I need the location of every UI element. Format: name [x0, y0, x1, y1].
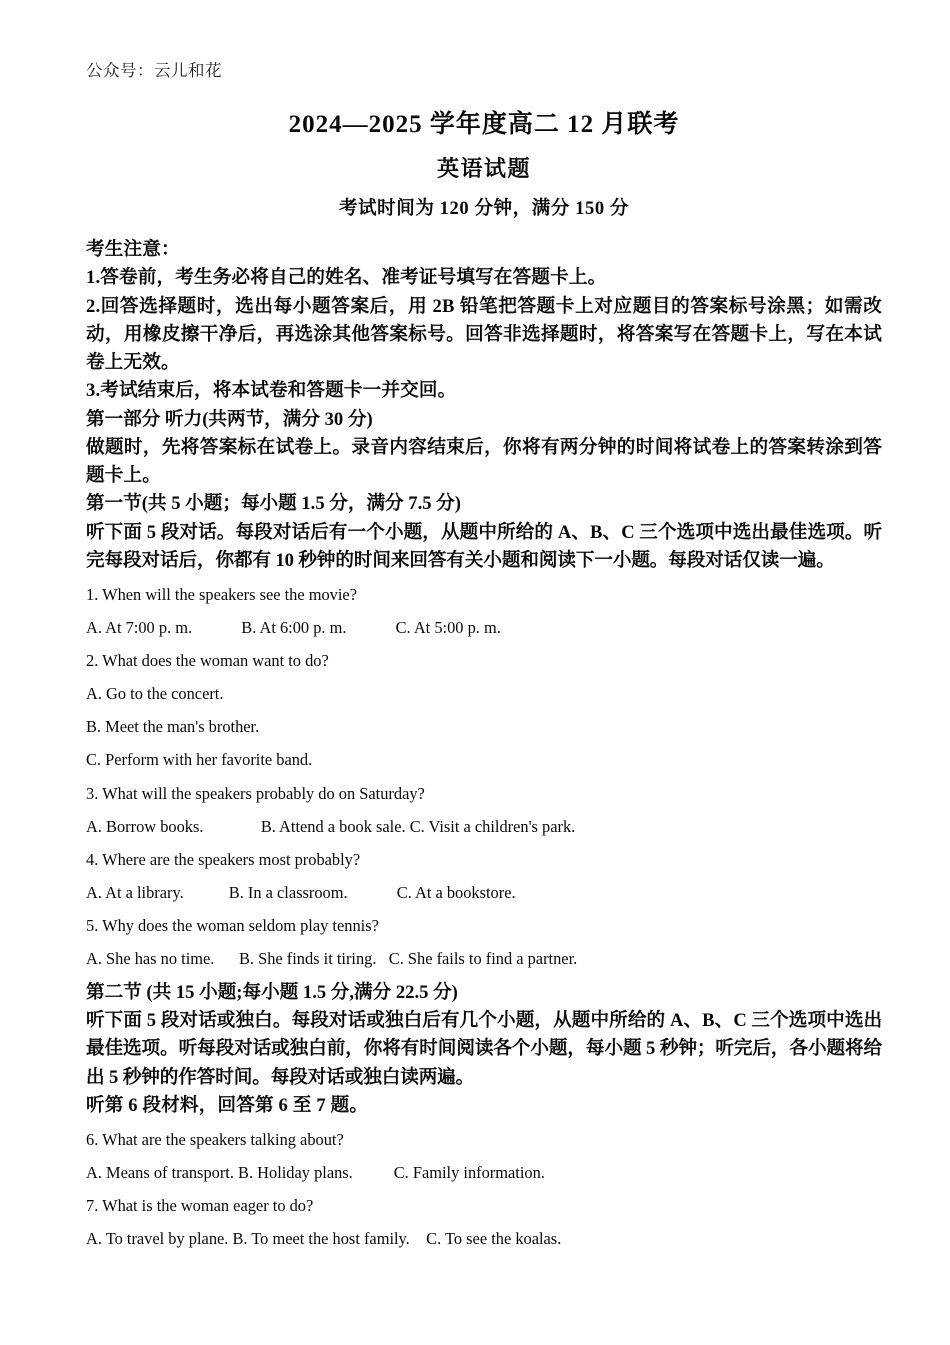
section-one-heading: 第一节(共 5 小题；每小题 1.5 分，满分 7.5 分) — [86, 493, 461, 515]
notice-item-3: 3.考试结束后，将本试卷和答题卡一并交回。 — [86, 380, 457, 402]
question-stem: 5. Why does the woman seldom play tennis? — [86, 916, 379, 936]
page-title: 2024—2025 学年度高二 12 月联考 — [288, 110, 680, 138]
subject-title: 英语试题 — [436, 155, 531, 181]
part-one-intro: 做题时，先将答案标在试卷上。录音内容结束后，你将有两分钟的时间将试卷上的答案转涂到答题卡上。 — [86, 436, 882, 487]
section-two-heading: 第二节 (共 15 小题;每小题 1.5 分,满分 22.5 分) — [86, 981, 458, 1003]
question-stem: 6. What are the speakers talking about? — [86, 1129, 344, 1149]
question-options[interactable]: A. At 7:00 p. m. B. At 6:00 p. m. C. At 5:00 p. m. — [86, 617, 501, 637]
question-options[interactable]: A. Borrow books. B. Attend a book sale. C. Visit a children's park. — [86, 816, 576, 836]
part-one-heading: 第一部分 听力(共两节，满分 30 分) — [86, 408, 373, 430]
question-stem: 2. What does the woman want to do? — [86, 650, 329, 670]
question-stem: 7. What is the woman eager to do? — [86, 1195, 314, 1215]
question-stem: 4. Where are the speakers most probably? — [86, 849, 361, 869]
question-options[interactable]: A. At a library. B. In a classroom. C. At a bookstore. — [86, 882, 516, 902]
section-two-material-note: 听第 6 段材料，回答第 6 至 7 题。 — [86, 1094, 369, 1116]
section-one-intro: 听下面 5 段对话。每段对话后有一个小题，从题中所给的 A、B、C 三个选项中选出最佳选项。听完每段对话后，你都有 10 秒钟的时间来回答有关小题和阅读下一小题。每段对话仅读一遍。 — [86, 521, 882, 571]
question-options[interactable]: A. She has no time. B. She finds it tiring. C. She fails to find a partner. — [86, 949, 578, 969]
notice-heading: 考生注意： — [86, 239, 180, 261]
section-two-intro: 听下面 5 段对话或独白。每段对话或独白后有几个小题，从题中所给的 A、B、C 三个选项中选出最佳选项。听每段对话或独白前，你将有时间阅读各个小题，每小题 5 秒钟；听完后，各小题将给出 5 秒钟的作答时间。每段对话或独白读两遍。 — [86, 1010, 882, 1088]
question-options[interactable]: A. Go to the concert. — [86, 684, 224, 704]
watermark-account: 公众号：云儿和花 — [86, 62, 222, 80]
question-options[interactable]: C. Perform with her favorite band. — [86, 750, 313, 770]
notice-item-2: 2.回答选择题时，选出每小题答案后，用 2B 铅笔把答题卡上对应题目的答案标号涂黑；如需改动，用橡皮擦干净后，再选涂其他答案标号。回答非选择题时，将答案写在答题卡上，写在本试卷上无效。 — [86, 295, 882, 374]
page-content — [86, 62, 882, 1256]
notice-item-1: 1.答卷前，考生务必将自己的姓名、准考证号填写在答题卡上。 — [86, 267, 607, 289]
question-stem: 3. What will the speakers probably do on Saturday? — [86, 783, 425, 803]
question-stem: 1. When will the speakers see the movie? — [86, 584, 357, 604]
question-options[interactable]: A. Means of transport. B. Holiday plans. C. Family information. — [86, 1162, 545, 1182]
exam-meta: 考试时间为 120 分钟，满分 150 分 — [338, 199, 630, 220]
question-options[interactable]: A. To travel by plane. B. To meet the host family. C. To see the koalas. — [86, 1229, 562, 1249]
question-options[interactable]: B. Meet the man's brother. — [86, 717, 260, 737]
